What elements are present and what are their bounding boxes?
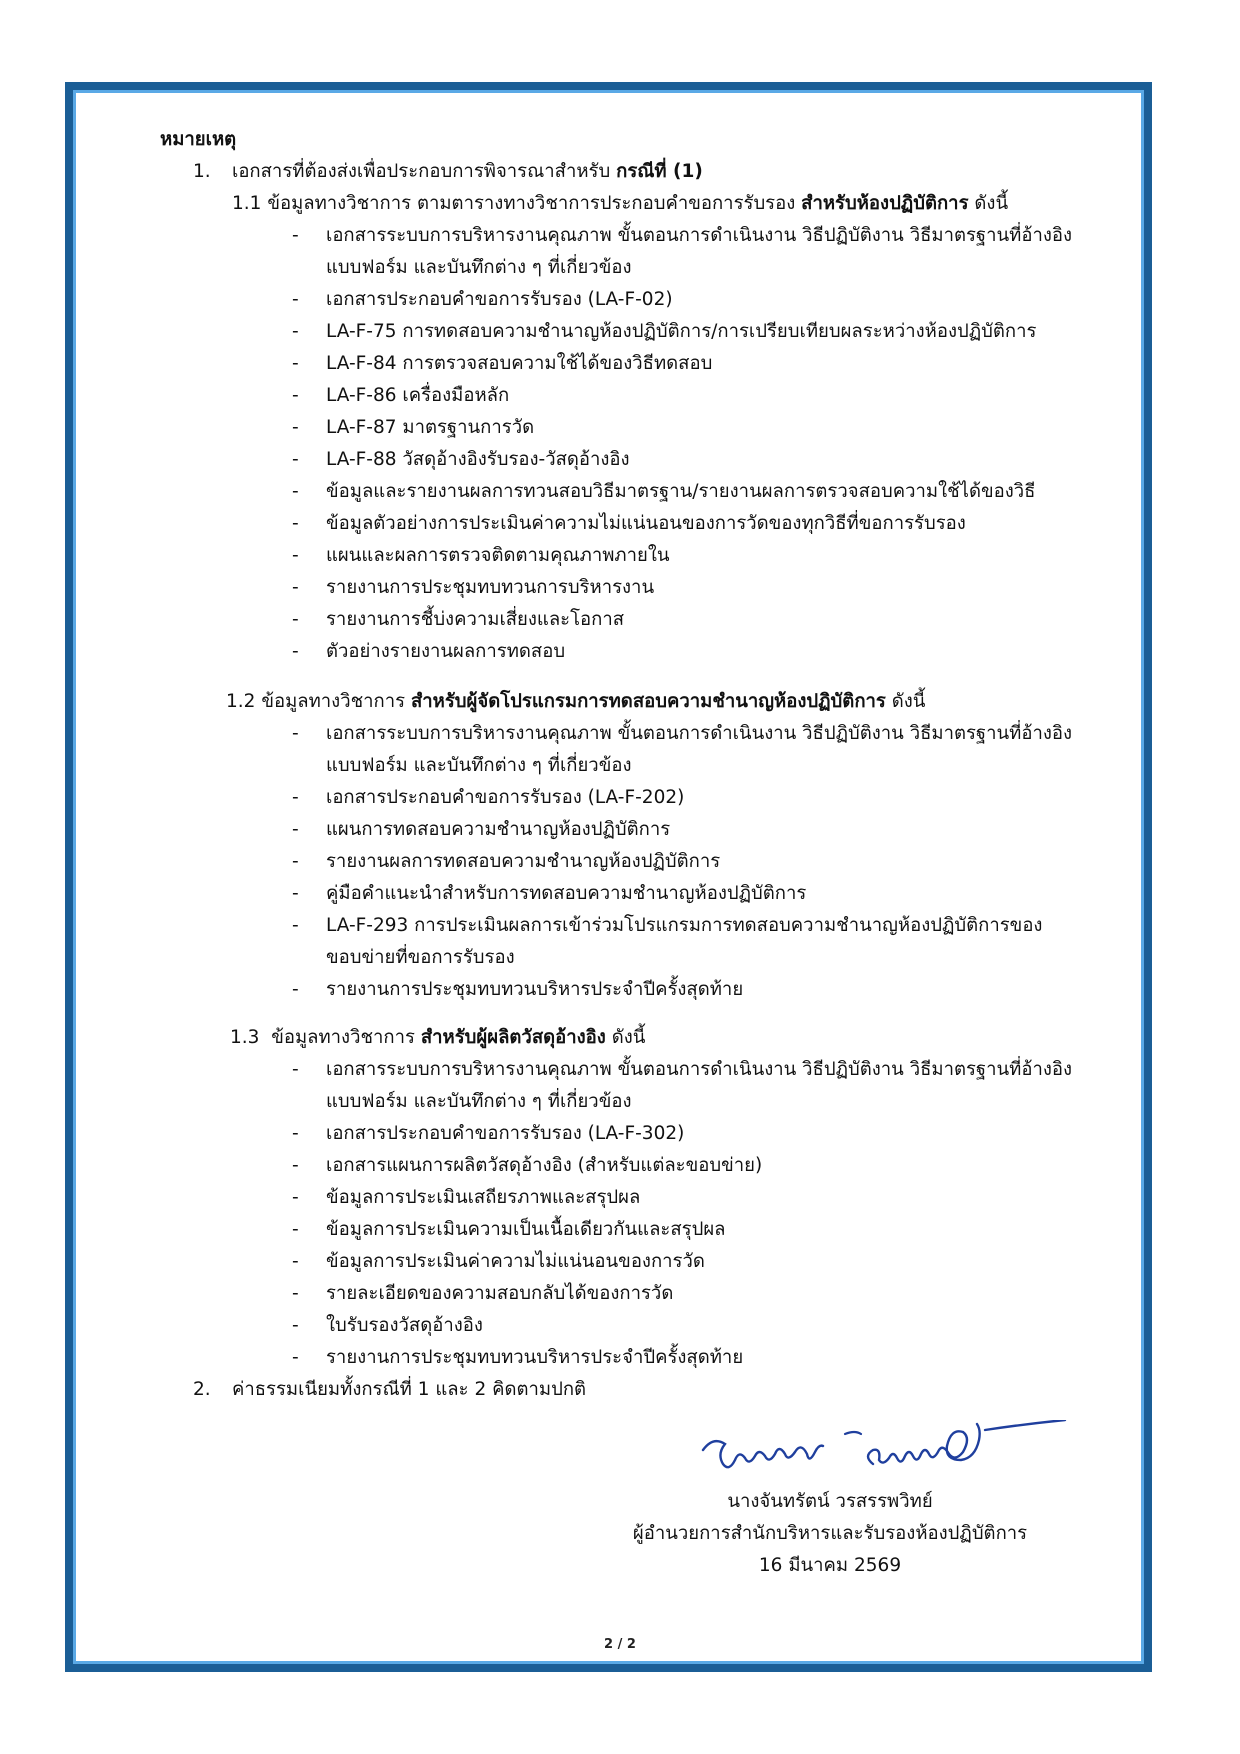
section-1-2-text: ข้อมูลทางวิชาการ [261, 691, 406, 712]
list-item: เอกสารประกอบคำขอการรับรอง (LA-F-02) [326, 289, 673, 310]
item-2-text: ค่าธรรมเนียมทั้งกรณีที่ 1 และ 2 คิดตามปกติ [232, 1379, 587, 1400]
list-item: คู่มือคำแนะนำสำหรับการทดสอบความชำนาญห้องปฏิบัติการ [326, 883, 807, 904]
bullet-dash: - [292, 1251, 299, 1272]
section-1-3-target: สำหรับผู้ผลิตวัสดุอ้างอิง [420, 1027, 606, 1048]
list-item: ใบรับรองวัสดุอ้างอิง [326, 1315, 483, 1336]
list-item: เอกสารระบบการบริหารงานคุณภาพ ขั้นตอนการดำเนินงาน วิธีปฏิบัติงาน วิธีมาตรฐานที่อ้างอิง [326, 1059, 1073, 1080]
bullet-dash: - [292, 321, 299, 342]
item-1-case: กรณีที่ (1) [616, 161, 703, 182]
list-item: ข้อมูลการประเมินความเป็นเนื้อเดียวกันและสรุปผล [326, 1219, 726, 1240]
signatory-name: นางจันทรัตน์ วรสรรพวิทย์ [727, 1491, 933, 1512]
bullet-dash: - [292, 385, 299, 406]
item-1-text [232, 156, 703, 188]
page-number: 2 / 2 [604, 1637, 636, 1652]
bullet-dash: - [292, 1219, 299, 1240]
list-item: เอกสารประกอบคำขอการรับรอง (LA-F-202) [326, 787, 685, 808]
list-item: ข้อมูลและรายงานผลการทวนสอบวิธีมาตรฐาน/รายงานผลการตรวจสอบความใช้ได้ของวิธี [326, 481, 1036, 502]
bullet-dash: - [292, 1315, 299, 1336]
bullet-dash: - [292, 1283, 299, 1304]
list-item-continuation: แบบฟอร์ม และบันทึกต่าง ๆ ที่เกี่ยวข้อง [326, 1091, 632, 1112]
list-item: LA-F-75 การทดสอบความชำนาญห้องปฏิบัติการ/การเปรียบเทียบผลระหว่างห้องปฏิบัติการ [326, 321, 1037, 342]
bullet-dash: - [292, 481, 299, 502]
bullet-dash: - [292, 819, 299, 840]
item-1-label: เอกสารที่ต้องส่งเพื่อประกอบการพิจารณาสำหรับ [232, 161, 611, 182]
list-item: เอกสารระบบการบริหารงานคุณภาพ ขั้นตอนการดำเนินงาน วิธีปฏิบัติงาน วิธีมาตรฐานที่อ้างอิง [326, 723, 1073, 744]
section-1-2-target: สำหรับผู้จัดโปรแกรมการทดสอบความชำนาญห้องปฏิบัติการ [410, 691, 886, 712]
list-item: ข้อมูลการประเมินเสถียรภาพและสรุปผล [326, 1187, 641, 1208]
section-1-1-heading [232, 188, 1008, 220]
item-2-number: 2. [193, 1379, 211, 1400]
bullet-dash: - [292, 915, 299, 936]
section-1-2-number: 1.2 [226, 691, 256, 712]
section-1-3-heading [230, 1022, 645, 1054]
bullet-dash: - [292, 787, 299, 808]
bullet-dash: - [292, 851, 299, 872]
bullet-dash: - [292, 723, 299, 744]
list-item: รายงานผลการทดสอบความชำนาญห้องปฏิบัติการ [326, 851, 721, 872]
section-1-3-tail: ดังนี้ [611, 1027, 646, 1048]
list-item: รายงานการประชุมทบทวนบริหารประจำปีครั้งสุดท้าย [326, 979, 744, 1000]
list-item: LA-F-293 การประเมินผลการเข้าร่วมโปรแกรมการทดสอบความชำนาญห้องปฏิบัติการของ [326, 915, 1043, 936]
list-item: แผนและผลการตรวจติดตามคุณภาพภายใน [326, 545, 670, 566]
bullet-dash: - [292, 417, 299, 438]
bullet-dash: - [292, 353, 299, 374]
list-item: รายงานการประชุมทบทวนบริหารประจำปีครั้งสุดท้าย [326, 1347, 744, 1368]
item-1-number: 1. [193, 161, 211, 182]
list-item: รายงานการประชุมทบทวนการบริหารงาน [326, 577, 655, 598]
list-item: LA-F-84 การตรวจสอบความใช้ได้ของวิธีทดสอบ [326, 353, 713, 374]
bullet-dash: - [292, 1187, 299, 1208]
section-1-1-text: ข้อมูลทางวิชาการ ตามตารางทางวิชาการประกอบคำขอการรับรอง [267, 193, 796, 214]
section-1-3-number: 1.3 [230, 1027, 260, 1048]
signature-image [695, 1420, 1075, 1490]
list-item: LA-F-86 เครื่องมือหลัก [326, 385, 510, 406]
bullet-dash: - [292, 1347, 299, 1368]
list-item: รายงานการชี้บ่งความเสี่ยงและโอกาส [326, 609, 625, 630]
bullet-dash: - [292, 577, 299, 598]
list-item: ข้อมูลตัวอย่างการประเมินค่าความไม่แน่นอนของการวัดของทุกวิธีที่ขอการรับรอง [326, 513, 966, 534]
bullet-dash: - [292, 883, 299, 904]
list-item: เอกสารระบบการบริหารงานคุณภาพ ขั้นตอนการดำเนินงาน วิธีปฏิบัติงาน วิธีมาตรฐานที่อ้างอิง [326, 225, 1073, 246]
bullet-dash: - [292, 641, 299, 662]
bullet-dash: - [292, 1059, 299, 1080]
section-1-3-text: ข้อมูลทางวิชาการ [271, 1027, 415, 1048]
bullet-dash: - [292, 225, 299, 246]
list-item: แผนการทดสอบความชำนาญห้องปฏิบัติการ [326, 819, 671, 840]
section-1-1-tail: ดังนี้ [974, 193, 1009, 214]
list-item: LA-F-88 วัสดุอ้างอิงรับรอง-วัสดุอ้างอิง [326, 449, 630, 470]
signatory-title: ผู้อำนวยการสำนักบริหารและรับรองห้องปฏิบัติการ [632, 1523, 1028, 1544]
section-1-1-target: สำหรับห้องปฏิบัติการ [801, 193, 969, 214]
list-item-continuation: ขอบข่ายที่ขอการรับรอง [326, 947, 515, 968]
bullet-dash: - [292, 545, 299, 566]
list-item: รายละเอียดของความสอบกลับได้ของการวัด [326, 1283, 674, 1304]
list-item: ข้อมูลการประเมินค่าความไม่แน่นอนของการวัด [326, 1251, 705, 1272]
signature-date: 16 มีนาคม 2569 [758, 1555, 902, 1576]
bullet-dash: - [292, 1123, 299, 1144]
bullet-dash: - [292, 289, 299, 310]
list-item: เอกสารประกอบคำขอการรับรอง (LA-F-302) [326, 1123, 685, 1144]
section-1-2-heading [226, 686, 925, 718]
list-item: ตัวอย่างรายงานผลการทดสอบ [326, 641, 566, 662]
section-1-2-tail: ดังนี้ [891, 691, 926, 712]
notes-heading: หมายเหตุ [160, 129, 237, 150]
signature-block [620, 1486, 1040, 1582]
bullet-dash: - [292, 609, 299, 630]
list-item-continuation: แบบฟอร์ม และบันทึกต่าง ๆ ที่เกี่ยวข้อง [326, 755, 632, 776]
bullet-dash: - [292, 513, 299, 534]
list-item: เอกสารแผนการผลิตวัสดุอ้างอิง (สำหรับแต่ละขอบข่าย) [326, 1155, 763, 1176]
bullet-dash: - [292, 449, 299, 470]
bullet-dash: - [292, 1155, 299, 1176]
bullet-dash: - [292, 979, 299, 1000]
section-1-1-number: 1.1 [232, 193, 262, 214]
list-item: LA-F-87 มาตรฐานการวัด [326, 417, 535, 438]
list-item-continuation: แบบฟอร์ม และบันทึกต่าง ๆ ที่เกี่ยวข้อง [326, 257, 632, 278]
